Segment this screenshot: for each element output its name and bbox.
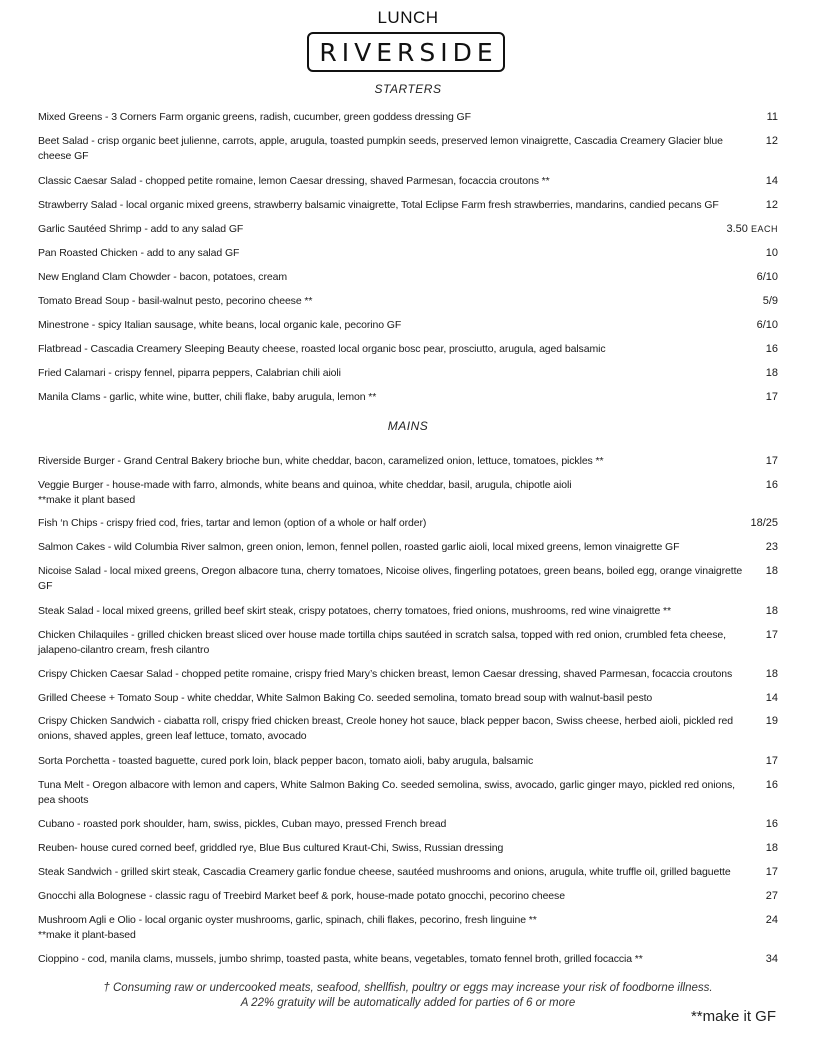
menu-item-price xyxy=(766,366,778,381)
menu-item xyxy=(38,691,778,706)
price-value: 17 xyxy=(765,755,778,767)
menu-item-description: New England Clam Chowder - bacon, potatoes, cream xyxy=(38,271,287,283)
menu-item-description: Reuben- house cured corned beef, griddled rye, Blue Bus cultured Kraut-Chi, Swiss, Russian dressing xyxy=(38,842,504,854)
price-value: 18 xyxy=(765,842,778,854)
price-unit: EACH xyxy=(750,224,778,234)
menu-item-price xyxy=(766,817,778,832)
price-value: 18 xyxy=(765,605,778,617)
menu-item-price xyxy=(766,246,778,261)
menu-item-description: Tuna Melt - Oregon albacore with lemon and capers, White Salmon Baking Co. seeded semolina, swiss, avocado, garlic ginger mayo, pickled red onions, pea shoots xyxy=(38,779,735,806)
menu-item xyxy=(38,134,778,164)
menu-item xyxy=(38,516,778,531)
menu-item-note: **make it plant-based xyxy=(38,929,136,941)
menu-item-price xyxy=(766,454,778,469)
menu-item-description: Manila Clams - garlic, white wine, butter, chili flake, baby arugula, lemon ** xyxy=(38,391,377,403)
price-value: 6/10 xyxy=(756,319,778,331)
menu-item-description: Beet Salad - crisp organic beet julienne, carrots, apple, arugula, toasted pumpkin seeds, preserved lemon vinaigrette, Cascadia Creamery Glacier blue cheese GF xyxy=(38,135,723,162)
menu-item-description: Cubano - roasted pork shoulder, ham, swiss, pickles, Cuban mayo, pressed French bread xyxy=(38,818,447,830)
menu-item-description: Strawberry Salad - local organic mixed greens, strawberry balsamic vinaigrette, Total Eclipse Farm fresh strawberries, mandarins, candied pecans GF xyxy=(38,199,719,211)
menu-item-description: Steak Sandwich - grilled skirt steak, Cascadia Creamery garlic fondue cheese, sautéed mushrooms and onions, arugula, white truffle oil, grilled baguette xyxy=(38,866,731,878)
menu-item xyxy=(38,604,778,619)
price-value: 34 xyxy=(765,953,778,965)
price-value: 12 xyxy=(765,199,778,211)
menu-item xyxy=(38,294,778,309)
menu-item xyxy=(38,246,778,261)
menu-item-price xyxy=(766,952,778,967)
menu-item-price xyxy=(766,564,778,579)
menu-item-description: Chicken Chilaquiles - grilled chicken breast sliced over house made tortilla chips sautéed in scratch salsa, topped with red onion, crumbled feta cheese, jalapeno-cilantro cream, fresh cilantro xyxy=(38,629,726,656)
price-value: 23 xyxy=(765,541,778,553)
starters-heading: STARTERS xyxy=(374,82,442,96)
menu-item-price xyxy=(766,913,778,928)
menu-item xyxy=(38,667,778,682)
menu-item xyxy=(38,342,778,357)
menu-item-price xyxy=(757,318,778,333)
price-value: 14 xyxy=(765,692,778,704)
menu-item xyxy=(38,889,778,904)
menu-item-description: Riverside Burger - Grand Central Bakery brioche bun, white cheddar, bacon, caramelized onion, lettuce, tomatoes, pickles ** xyxy=(38,455,604,467)
menu-item-price xyxy=(727,222,779,237)
menu-item xyxy=(38,754,778,769)
price-value: 14 xyxy=(765,175,778,187)
menu-item-description: Nicoise Salad - local mixed greens, Oregon albacore tuna, cherry tomatoes, Nicoise olives, fingerling potatoes, green beans, boiled egg, orange vinaigrette GF xyxy=(38,565,743,592)
gratuity-note: A 22% gratuity will be automatically added for parties of 6 or more xyxy=(240,997,576,1009)
price-value: 18 xyxy=(765,367,778,379)
menu-item-price xyxy=(766,174,778,189)
menu-item xyxy=(38,270,778,285)
menu-item xyxy=(38,714,778,744)
menu-item-price xyxy=(766,604,778,619)
menu-item-price xyxy=(766,841,778,856)
menu-item xyxy=(38,478,778,508)
menu-item-description: Pan Roasted Chicken - add to any salad GF xyxy=(38,247,240,259)
menu-item-description: Fried Calamari - crispy fennel, piparra peppers, Calabrian chili aioli xyxy=(38,367,341,379)
menu-item-price xyxy=(766,889,778,904)
price-value: 18 xyxy=(765,668,778,680)
menu-item xyxy=(38,390,778,405)
menu-item-description: Steak Salad - local mixed greens, grilled beef skirt steak, crispy potatoes, cherry tomatoes, fried onions, mushrooms, red wine vinaigrette ** xyxy=(38,605,672,617)
menu-item-price xyxy=(766,754,778,769)
price-value: 16 xyxy=(765,818,778,830)
menu-item-description: Classic Caesar Salad - chopped petite romaine, lemon Caesar dressing, shaved Parmesan, focaccia croutons ** xyxy=(38,175,550,187)
menu-item-description: Fish ‘n Chips - crispy fried cod, fries, tartar and lemon (option of a whole or half order) xyxy=(38,517,427,529)
menu-item xyxy=(38,865,778,880)
menu-item-price xyxy=(766,628,778,643)
menu-item-price xyxy=(766,198,778,213)
menu-item-description: Mushroom Agli e Olio - local organic oyster mushrooms, garlic, spinach, chili flakes, pecorino, fresh linguine ** xyxy=(38,914,537,926)
menu-item-price xyxy=(766,134,778,149)
menu-item-description: Minestrone - spicy Italian sausage, white beans, local organic kale, pecorino GF xyxy=(38,319,402,331)
menu-item xyxy=(38,913,778,943)
menu-item-description: Salmon Cakes - wild Columbia River salmon, green onion, lemon, fennel pollen, roasted garlic aioli, local mixed greens, lemon vinaigrette GF xyxy=(38,541,680,553)
price-value: 17 xyxy=(765,866,778,878)
price-value: 5/9 xyxy=(762,295,778,307)
menu-item xyxy=(38,174,778,189)
price-value: 11 xyxy=(766,111,778,123)
price-value: 10 xyxy=(765,247,778,259)
menu-item xyxy=(38,778,778,808)
price-value: 17 xyxy=(765,391,778,403)
price-value: 19 xyxy=(765,715,778,727)
menu-item-description: Sorta Porchetta - toasted baguette, cured pork loin, black pepper bacon, tomato aioli, baby arugula, balsamic xyxy=(38,755,534,767)
menu-item xyxy=(38,454,778,469)
price-value: 3.50 xyxy=(726,223,748,235)
make-it-gf-note: **make it GF xyxy=(690,1008,776,1025)
menu-item-description: Veggie Burger - house-made with farro, almonds, white beans and quinoa, white cheddar, basil, arugula, chipotle aioli xyxy=(38,479,572,491)
menu-item-description: Tomato Bread Soup - basil-walnut pesto, pecorino cheese ** xyxy=(38,295,313,307)
menu-item-price xyxy=(766,478,778,493)
menu-item xyxy=(38,952,778,967)
price-value: 18/25 xyxy=(750,517,778,529)
price-value: 24 xyxy=(765,914,778,926)
menu-item-price xyxy=(766,390,778,405)
menu-item-price xyxy=(766,778,778,793)
price-value: 12 xyxy=(765,135,778,147)
menu-item-price xyxy=(767,110,778,125)
menu-item-description: Crispy Chicken Caesar Salad - chopped petite romaine, crispy fried Mary’s chicken breast, lemon Caesar dressing, shaved Parmesan, focaccia croutons xyxy=(38,668,733,680)
price-value: 27 xyxy=(765,890,778,902)
menu-item-price xyxy=(766,865,778,880)
menu-item-description: Cioppino - cod, manila clams, mussels, jumbo shrimp, toasted pasta, white beans, vegetables, tomato fennel broth, grilled focaccia ** xyxy=(38,953,643,965)
menu-item-price xyxy=(766,342,778,357)
meal-label: LUNCH xyxy=(377,8,439,27)
menu-item-price xyxy=(750,516,778,531)
menu-item-description: Grilled Cheese + Tomato Soup - white cheddar, White Salmon Baking Co. seeded semolina, tomato bread soup with walnut-basil pesto xyxy=(38,692,653,704)
menu-item-price xyxy=(766,714,778,729)
price-value: 16 xyxy=(765,343,778,355)
restaurant-logo xyxy=(307,32,505,72)
menu-item-price xyxy=(766,691,778,706)
menu-item-price xyxy=(763,294,778,309)
price-value: 16 xyxy=(765,779,778,791)
price-value: 6/10 xyxy=(756,271,778,283)
menu-item-note: **make it plant based xyxy=(38,494,136,506)
menu-item-price xyxy=(766,540,778,555)
menu-item-description: Gnocchi alla Bolognese - classic ragu of Treebird Market beef & pork, house-made potato gnocchi, pecorino cheese xyxy=(38,890,565,902)
menu-item xyxy=(38,222,778,237)
menu-item xyxy=(38,628,778,658)
menu-item xyxy=(38,198,778,213)
menu-item xyxy=(38,318,778,333)
menu-item-description: Mixed Greens - 3 Corners Farm organic greens, radish, cucumber, green goddess dressing GF xyxy=(38,111,471,123)
price-value: 16 xyxy=(765,479,778,491)
raw-food-disclaimer: † Consuming raw or undercooked meats, seafood, shellfish, poultry or eggs may increase your risk of foodborne illness. xyxy=(103,982,713,994)
price-value: 18 xyxy=(765,565,778,577)
menu-item-description: Flatbread - Cascadia Creamery Sleeping Beauty cheese, roasted local organic bosc pear, prosciutto, arugula, aged balsamic xyxy=(38,343,606,355)
menu-item-price xyxy=(766,667,778,682)
menu-item xyxy=(38,841,778,856)
menu-item xyxy=(38,564,778,594)
price-value: 17 xyxy=(765,455,778,467)
menu-item xyxy=(38,817,778,832)
menu-item-price xyxy=(757,270,778,285)
menu-item-description: Garlic Sautéed Shrimp - add to any salad GF xyxy=(38,223,244,235)
menu-item xyxy=(38,110,778,125)
mains-heading: MAINS xyxy=(387,419,429,433)
logo-text: RIVERSIDE xyxy=(319,37,498,67)
menu-item xyxy=(38,540,778,555)
menu-item-description: Crispy Chicken Sandwich - ciabatta roll, crispy fried chicken breast, Creole honey hot sauce, black pepper bacon, Swiss cheese, herbed aioli, pickled red onions, shaved apples, green leaf lettuce, tomato, avocado xyxy=(38,715,733,742)
menu-item xyxy=(38,366,778,381)
price-value: 17 xyxy=(765,629,778,641)
